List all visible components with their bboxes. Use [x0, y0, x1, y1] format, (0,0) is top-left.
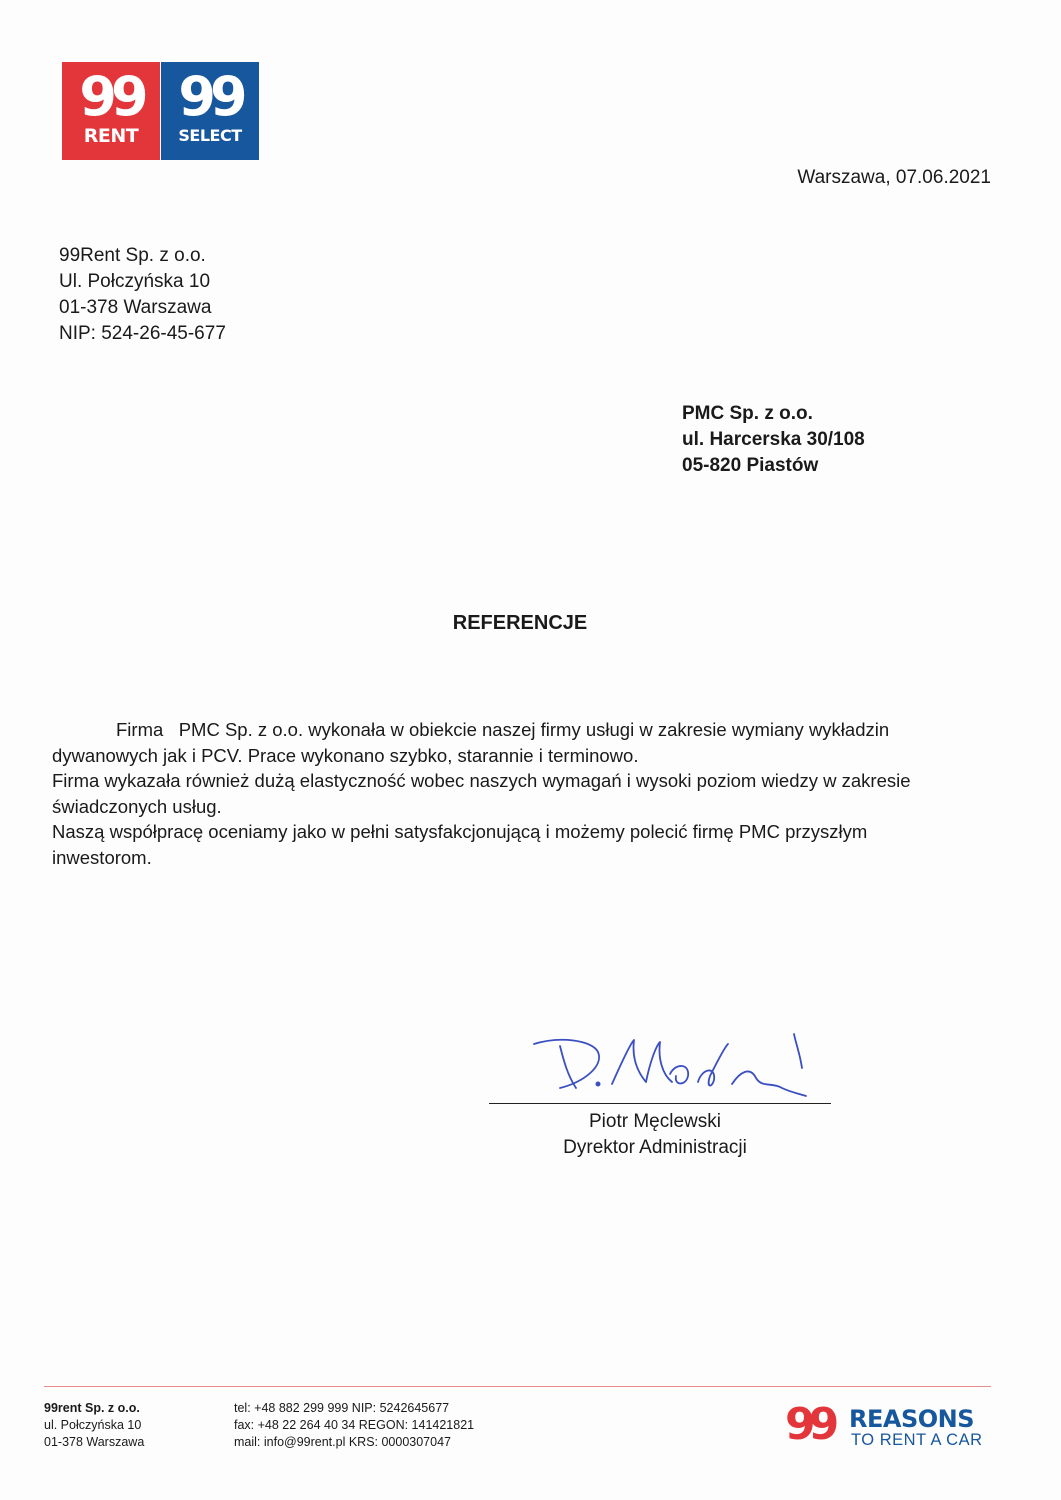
recipient-name: PMC Sp. z o.o. [682, 403, 813, 424]
body-line: Firma wykazała również dużą elastyczność wobec naszych wymagań i wysoki poziom wiedzy w zakresie [52, 770, 911, 791]
footer-company-address [44, 1400, 144, 1451]
sender-name: 99Rent Sp. z o.o. [59, 245, 206, 266]
logo-99select [161, 62, 259, 160]
logo-99rent [62, 62, 160, 160]
body-line: świadczonych usług. [52, 795, 222, 817]
recipient-city: 05-820 Piastów [682, 455, 819, 476]
footer-contact [234, 1400, 474, 1451]
document-heading: REFERENCJE [452, 612, 588, 634]
footer-street: ul. Połczyńska 10 [44, 1418, 142, 1432]
footer-mail: mail: info@99rent.pl KRS: 0000307047 [234, 1435, 451, 1449]
signer-title: Dyrektor Administracji [563, 1137, 747, 1158]
handwritten-signature [520, 1022, 820, 1106]
signature-line [489, 1103, 831, 1104]
sender-street: Ul. Połczyńska 10 [59, 271, 211, 292]
signer-block [489, 1109, 821, 1161]
sender-nip: NIP: 524-26-45-677 [59, 323, 226, 344]
footer-divider [44, 1386, 991, 1387]
logo-word: RENT [83, 125, 139, 147]
recipient-street: ul. Harcerska 30/108 [682, 429, 865, 450]
sender-city: 01-378 Warszawa [59, 297, 212, 318]
logo-number: 99 [178, 65, 242, 128]
letter-body [52, 717, 972, 870]
recipient-address [682, 401, 865, 479]
footer-tel: tel: +48 882 299 999 NIP: 5242645677 [234, 1401, 450, 1415]
body-line: inwestorom. [52, 846, 152, 868]
logo-word: SELECT [178, 126, 242, 145]
logo-number: 99 [79, 65, 143, 128]
body-line: Firma PMC Sp. z o.o. wykonała w obiekcie naszej firmy usługi w zakresie wymiany wykładzin [116, 719, 890, 740]
footer-fax: fax: +48 22 264 40 34 REGON: 141421821 [234, 1418, 475, 1432]
footer-city: 01-378 Warszawa [44, 1435, 145, 1449]
brand-tagline: TO RENT A CAR [851, 1431, 983, 1449]
sender-address [59, 243, 226, 347]
footer-brand-logo [785, 1399, 995, 1454]
footer-company: 99rent Sp. z o.o. [44, 1401, 140, 1415]
signer-name: Piotr Męclewski [589, 1111, 721, 1132]
body-line: Naszą współpracę oceniamy jako w pełni satysfakcjonującą i możemy polecić firmę PMC przyszłym [52, 821, 868, 842]
body-line: dywanowych jak i PCV. Prace wykonano szybko, starannie i terminowo. [52, 744, 639, 766]
brand-number: 99 [785, 1399, 833, 1450]
brand-word: REASONS [849, 1405, 975, 1433]
date-line: Warszawa, 07.06.2021 [797, 167, 991, 188]
